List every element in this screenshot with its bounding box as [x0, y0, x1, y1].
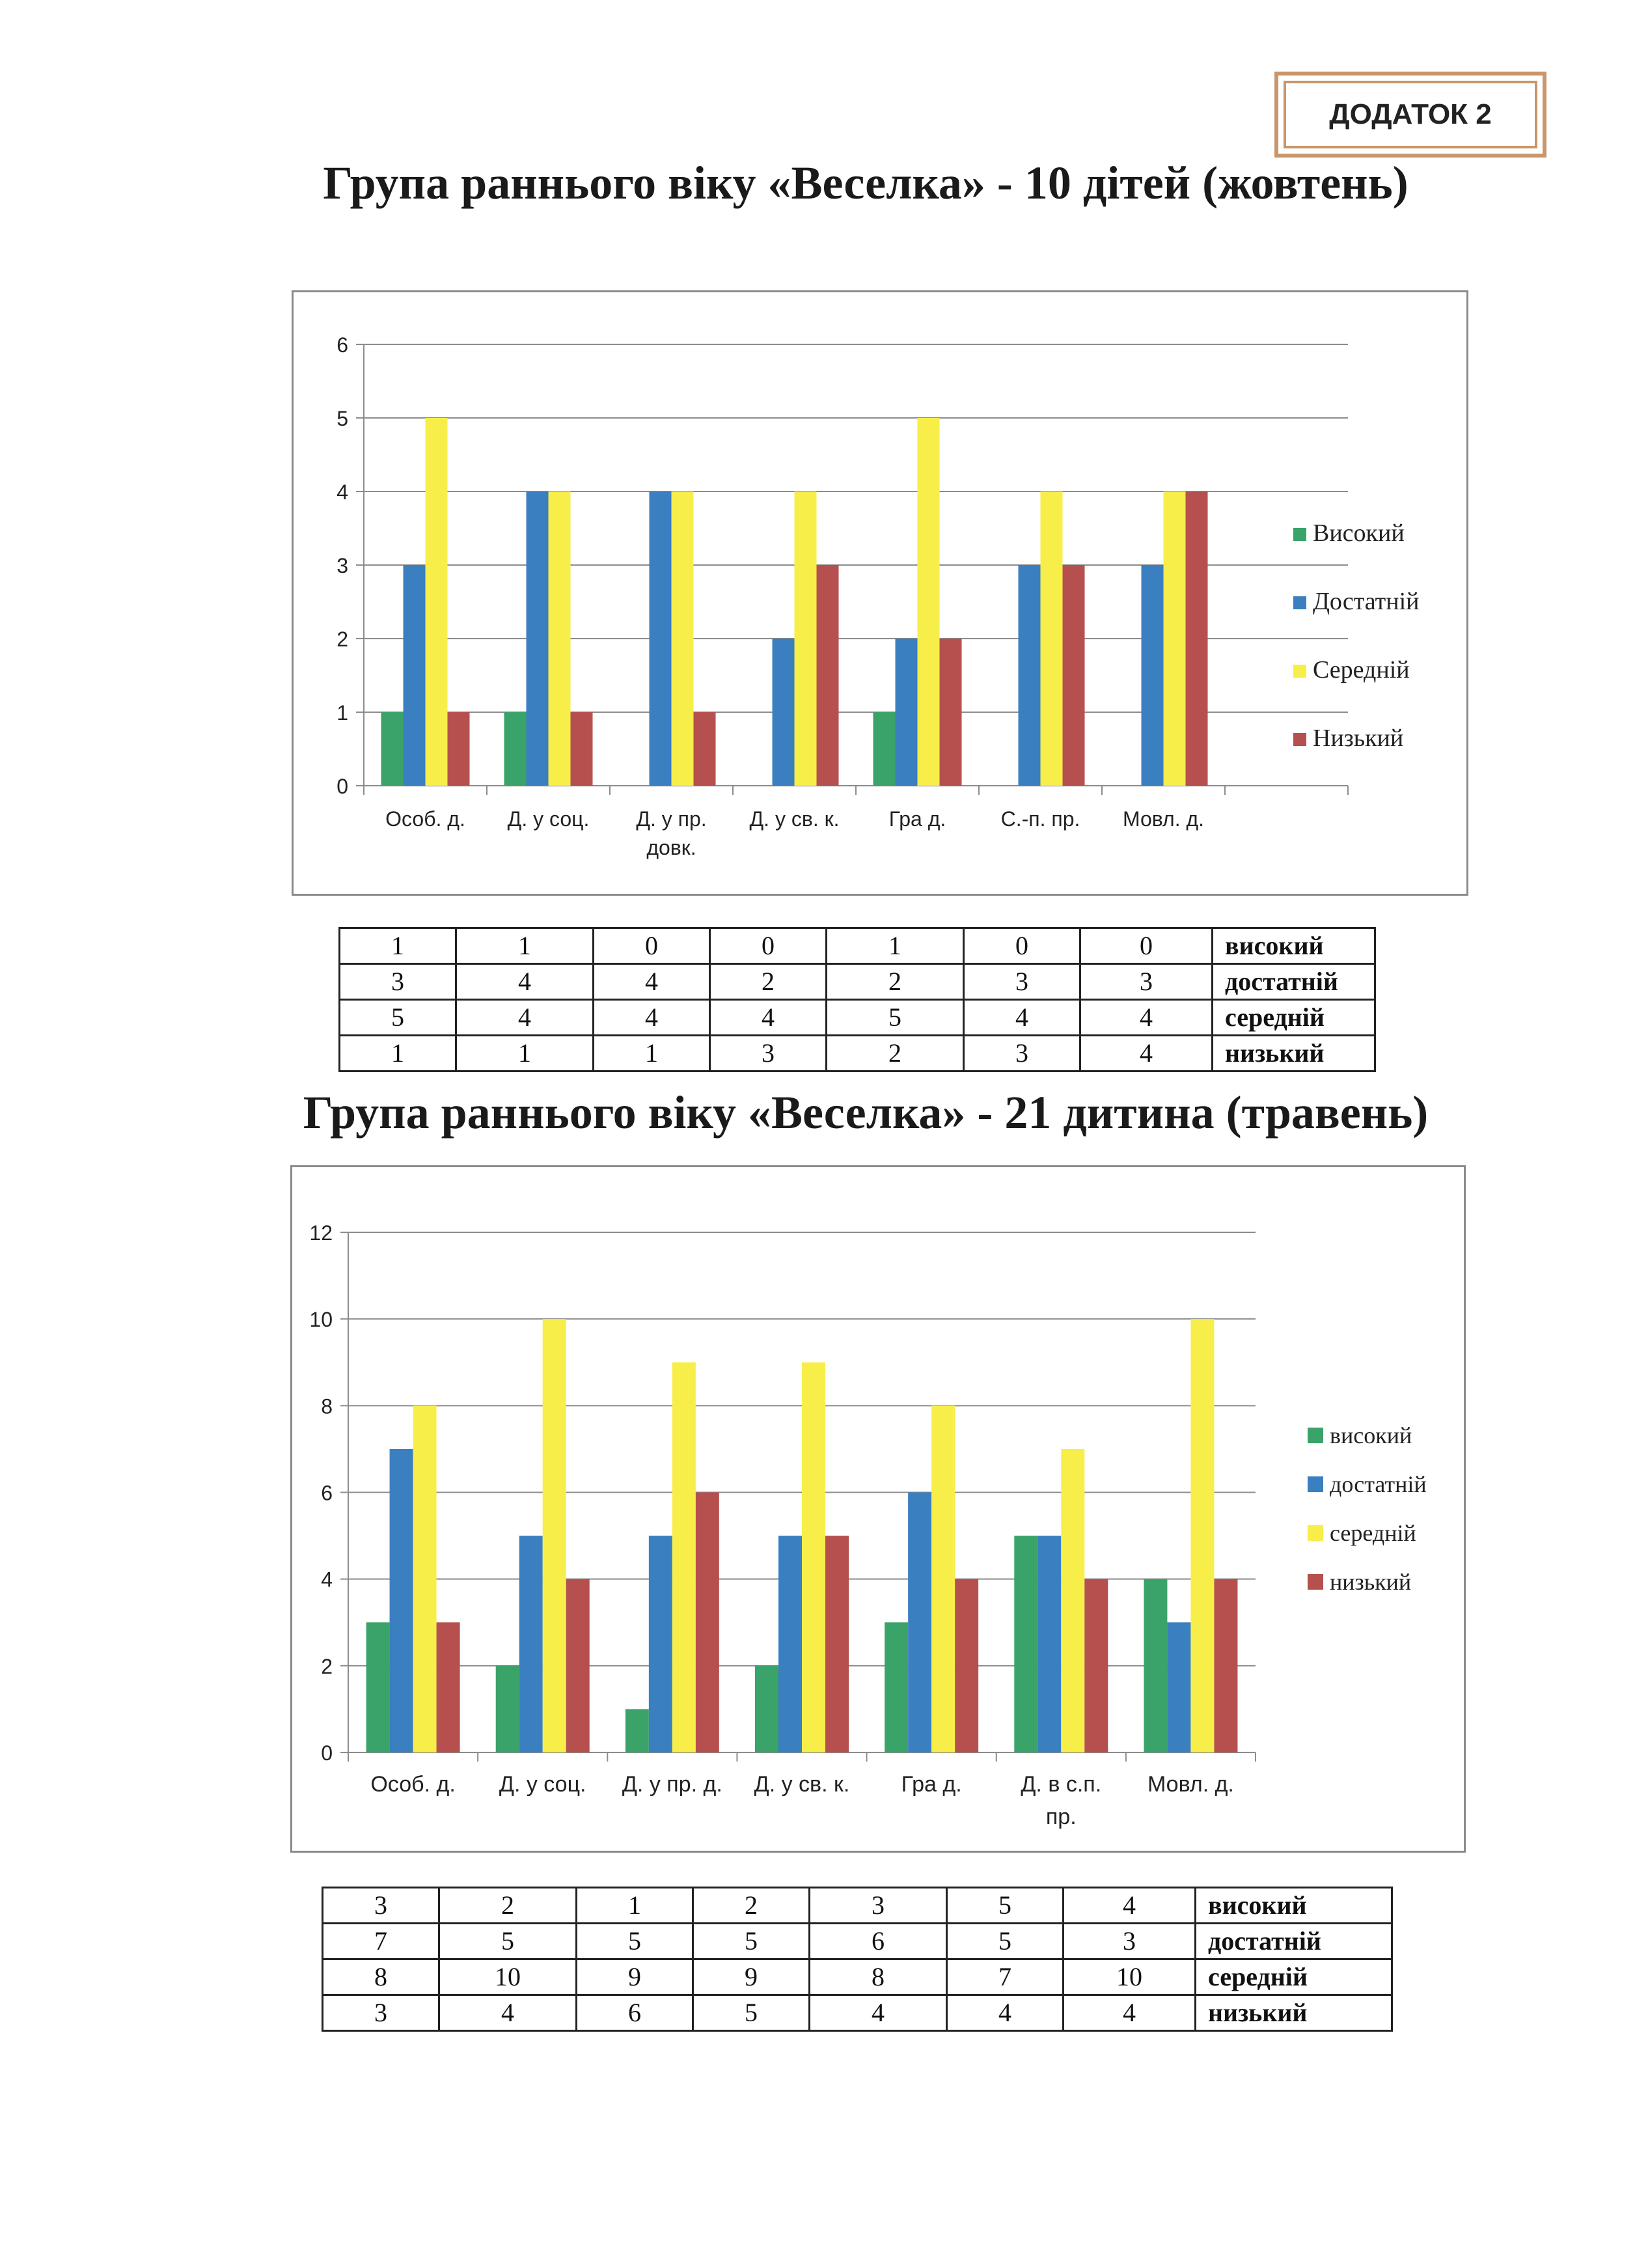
category-label: С.-п. пр.: [1000, 807, 1080, 831]
table-cell: 3: [323, 1888, 439, 1924]
bar-4-6: [1063, 565, 1085, 786]
category-label: Гра д.: [901, 1772, 962, 1797]
table-cell: 3: [1064, 1924, 1196, 1959]
table-cell: 5: [577, 1924, 693, 1959]
table-cell: 4: [710, 1000, 827, 1036]
bar-1-2: [504, 712, 527, 786]
bar-1-7: [1144, 1579, 1167, 1752]
table-row: [340, 964, 1375, 1000]
table-cell: 2: [827, 964, 964, 1000]
bar-2-5: [908, 1493, 931, 1753]
table-cell: 3: [964, 964, 1080, 1000]
bar-3-4: [795, 491, 817, 786]
bar-3-6: [1041, 491, 1063, 786]
table-cell: 5: [827, 1000, 964, 1036]
bar-1-6: [1014, 1536, 1037, 1752]
bar-3-6: [1061, 1449, 1084, 1752]
bar-2-1: [404, 565, 426, 786]
bar-3-1: [413, 1405, 437, 1752]
bar-3-3: [672, 491, 694, 786]
table-cell: 9: [693, 1959, 810, 1995]
table-row: [323, 1924, 1392, 1959]
bar-4-7: [1214, 1579, 1237, 1752]
y-tick-label: 4: [337, 480, 348, 504]
table-cell: 10: [1064, 1959, 1196, 1995]
category-label: Д. у пр. д.: [622, 1772, 722, 1797]
legend-label: Високий: [1313, 519, 1405, 547]
bar-4-4: [817, 565, 839, 786]
table-cell: 4: [1080, 1000, 1213, 1036]
table-cell: 1: [827, 928, 964, 964]
table-cell: 6: [577, 1995, 693, 2031]
bar-3-5: [918, 418, 940, 786]
bar-2-4: [773, 639, 795, 786]
y-tick-label: 0: [337, 775, 348, 798]
category-label: Д. у св. к.: [754, 1772, 850, 1797]
bar-3-7: [1164, 491, 1186, 786]
table-cell: 1: [340, 1036, 456, 1072]
bar-1-1: [381, 712, 404, 786]
chart-1-title: Група раннього віку «Веселка» - 10 дітей (жовтень): [323, 157, 1408, 209]
bar-1-1: [366, 1622, 390, 1752]
bar-2-6: [1019, 565, 1041, 786]
table-cell: 0: [710, 928, 827, 964]
table-cell: 1: [577, 1888, 693, 1924]
table-cell: 5: [947, 1924, 1064, 1959]
table-cell: 1: [594, 1036, 710, 1072]
table-cell: 8: [810, 1959, 947, 1995]
table-cell: 3: [340, 964, 456, 1000]
bar-2-7: [1142, 565, 1164, 786]
table-row-label: середній: [1196, 1959, 1392, 1995]
table-cell: 10: [439, 1959, 577, 1995]
table-cell: 4: [594, 964, 710, 1000]
table-row: [323, 1995, 1392, 2031]
bar-2-2: [519, 1536, 543, 1752]
bar-4-5: [940, 639, 962, 786]
table-cell: 3: [810, 1888, 947, 1924]
category-label: Д. у соц.: [507, 807, 590, 831]
category-label: Гра д.: [888, 807, 946, 831]
y-tick-label: 12: [309, 1221, 333, 1245]
table-cell: 4: [1064, 1995, 1196, 2031]
legend-label: Середній: [1313, 656, 1410, 684]
bar-2-1: [390, 1449, 413, 1752]
legend-swatch: [1293, 733, 1306, 746]
table-cell: 2: [439, 1888, 577, 1924]
table-row: [340, 928, 1375, 964]
bar-1-5: [873, 712, 896, 786]
table-cell: 4: [810, 1995, 947, 2031]
table-row-label: достатній: [1213, 964, 1375, 1000]
table-cell: 7: [323, 1924, 439, 1959]
table-cell: 4: [964, 1000, 1080, 1036]
table-cell: 0: [964, 928, 1080, 964]
bar-2-4: [778, 1536, 802, 1752]
appendix-stamp-label: ДОДАТОК 2: [1284, 81, 1537, 148]
legend-label: високий: [1330, 1422, 1412, 1448]
category-label: Особ. д.: [370, 1772, 456, 1797]
category-label: Д. в с.п.: [1021, 1772, 1102, 1797]
y-tick-label: 4: [321, 1568, 333, 1592]
table-cell: 4: [594, 1000, 710, 1036]
table-cell: 7: [947, 1959, 1064, 1995]
table-cell: 5: [340, 1000, 456, 1036]
table-cell: 6: [810, 1924, 947, 1959]
y-tick-label: 3: [337, 554, 348, 577]
chart-2-title: Група раннього віку «Веселка» - 21 дитина (травень): [303, 1086, 1429, 1139]
table-row-label: високий: [1196, 1888, 1392, 1924]
category-label: Д. у пр.: [636, 807, 707, 831]
table-cell: 1: [456, 928, 594, 964]
bar-4-6: [1084, 1579, 1108, 1752]
table-cell: 2: [710, 964, 827, 1000]
legend-label: низький: [1330, 1569, 1412, 1595]
bar-4-1: [448, 712, 470, 786]
table-cell: 0: [1080, 928, 1213, 964]
table-cell: 3: [710, 1036, 827, 1072]
category-label: Д. у св. к.: [749, 807, 840, 831]
category-label: Д. у соц.: [499, 1772, 586, 1797]
table-cell: 5: [439, 1924, 577, 1959]
bar-3-2: [549, 491, 571, 786]
table-cell: 4: [1080, 1036, 1213, 1072]
y-tick-label: 2: [337, 628, 348, 651]
category-label: Особ. д.: [385, 807, 465, 831]
bar-3-7: [1190, 1319, 1214, 1752]
bar-2-2: [527, 491, 549, 786]
bar-2-7: [1167, 1622, 1190, 1752]
legend-label: середній: [1330, 1520, 1416, 1546]
table-row-label: високий: [1213, 928, 1375, 964]
table-cell: 2: [693, 1888, 810, 1924]
bar-4-2: [571, 712, 593, 786]
y-tick-label: 0: [321, 1741, 333, 1765]
chart-1-frame: [292, 290, 1468, 896]
data-table-1: [338, 927, 1376, 1072]
bar-4-5: [955, 1579, 978, 1752]
table-cell: 3: [323, 1995, 439, 2031]
category-label: Мовл. д.: [1147, 1772, 1234, 1797]
table-cell: 4: [1064, 1888, 1196, 1924]
table-cell: 5: [693, 1995, 810, 2031]
data-table-2: [322, 1887, 1393, 2032]
table-cell: 0: [594, 928, 710, 964]
table-cell: 9: [577, 1959, 693, 1995]
y-tick-label: 6: [321, 1481, 333, 1505]
bar-1-3: [625, 1709, 649, 1752]
bar-1-4: [755, 1666, 778, 1752]
y-tick-label: 10: [309, 1308, 333, 1332]
chart-2: [292, 1167, 1464, 1851]
bar-1-5: [885, 1622, 908, 1752]
y-tick-label: 5: [337, 407, 348, 430]
y-tick-label: 2: [321, 1654, 333, 1678]
bar-3-1: [426, 418, 448, 786]
table-cell: 5: [947, 1888, 1064, 1924]
bar-2-3: [650, 491, 672, 786]
category-label: пр.: [1045, 1805, 1077, 1829]
bar-4-7: [1186, 491, 1208, 786]
bar-1-2: [496, 1666, 519, 1752]
bar-3-2: [543, 1319, 566, 1752]
legend-label: Низький: [1313, 725, 1404, 752]
legend-swatch: [1293, 528, 1306, 541]
table-cell: 1: [340, 928, 456, 964]
y-tick-label: 6: [337, 333, 348, 357]
bar-3-5: [931, 1405, 955, 1752]
table-row-label: середній: [1213, 1000, 1375, 1036]
table-cell: 8: [323, 1959, 439, 1995]
table-cell: 1: [456, 1036, 594, 1072]
bar-4-3: [696, 1493, 719, 1753]
legend-swatch: [1308, 1476, 1323, 1492]
category-label: довк.: [646, 836, 696, 859]
bar-3-3: [672, 1362, 696, 1752]
table-cell: 4: [947, 1995, 1064, 2031]
bar-2-6: [1037, 1536, 1061, 1752]
table-row-label: низький: [1213, 1036, 1375, 1072]
bar-3-4: [802, 1362, 825, 1752]
legend-swatch: [1308, 1574, 1323, 1590]
table-cell: 4: [456, 964, 594, 1000]
table-cell: 3: [964, 1036, 1080, 1072]
table-cell: 4: [439, 1995, 577, 2031]
legend-swatch: [1308, 1428, 1323, 1443]
legend-swatch: [1293, 596, 1306, 609]
y-tick-label: 1: [337, 701, 348, 725]
table-cell: 4: [456, 1000, 594, 1036]
table-cell: 5: [693, 1924, 810, 1959]
table-row: [340, 1000, 1375, 1036]
bar-2-3: [649, 1536, 672, 1752]
chart-1: [294, 292, 1466, 894]
table-cell: 2: [827, 1036, 964, 1072]
chart-2-frame: [290, 1165, 1466, 1853]
y-tick-label: 8: [321, 1394, 333, 1418]
legend-swatch: [1293, 665, 1306, 678]
bar-4-2: [566, 1579, 590, 1752]
bar-2-5: [896, 639, 918, 786]
table-cell: 3: [1080, 964, 1213, 1000]
legend-label: достатній: [1330, 1471, 1427, 1497]
appendix-stamp: [1274, 72, 1546, 158]
legend-swatch: [1308, 1525, 1323, 1541]
bar-4-1: [437, 1622, 460, 1752]
table-row-label: низький: [1196, 1995, 1392, 2031]
table-row: [323, 1959, 1392, 1995]
table-row: [340, 1036, 1375, 1072]
legend-label: Достатній: [1313, 588, 1420, 615]
bar-4-4: [825, 1536, 849, 1752]
bar-4-3: [694, 712, 716, 786]
table-row-label: достатній: [1196, 1924, 1392, 1959]
table-row: [323, 1888, 1392, 1924]
category-label: Мовл. д.: [1122, 807, 1205, 831]
